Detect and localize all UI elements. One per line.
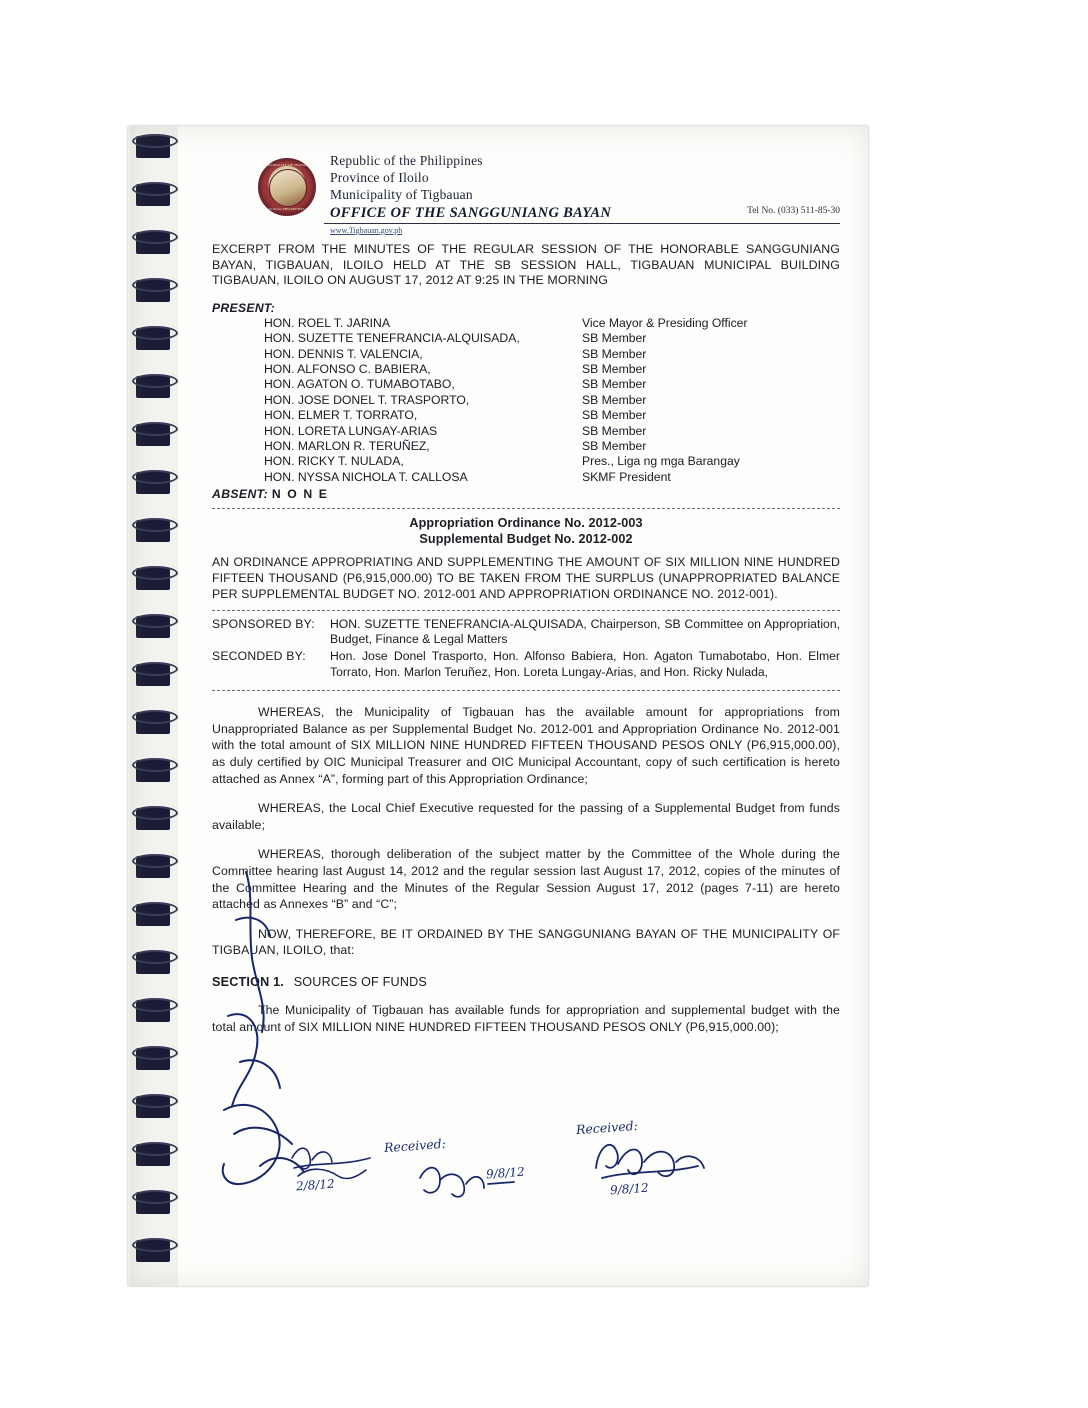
member-role: SB Member (582, 377, 647, 392)
member-name: HON. LORETA LUNGAY-ARIAS (264, 423, 438, 438)
member-name: HON. AGATON O. TUMABOTABO, (264, 377, 455, 392)
member-role: Pres., Liga ng mga Barangay (582, 454, 740, 469)
ordinance-number: Appropriation Ordinance No. 2012-003 (409, 516, 643, 531)
spiral-binding (130, 126, 179, 1286)
roster-row (212, 316, 840, 331)
letterhead-municipality: Municipality of Tigbauan (330, 187, 473, 202)
enactment-clause: NOW, THEREFORE, BE IT ORDAINED BY THE SANGGUNIANG BAYAN OF THE MUNICIPALITY OF TIGBAUAN, ILOILO, that: (212, 926, 840, 958)
document-body (178, 126, 868, 1286)
excerpt-paragraph: EXCERPT FROM THE MINUTES OF THE REGULAR SESSION OF THE HONORABLE SANGGUNIANG BAYAN, TIGBAUAN, ILOILO HELD AT THE SB SESSION HALL, TIGBAUAN MUNICIPAL BUILDING TIGBAUAN, ILOILO ON AUGUST 17, 2012 AT 9:25 IN THE MORNING (212, 242, 840, 288)
member-role: SB Member (582, 439, 647, 454)
member-role: SB Member (582, 408, 647, 423)
attendance-block (212, 301, 840, 501)
seal-bottom-text: ILOILO PHILIPPINES (269, 207, 305, 211)
roster-row (212, 331, 840, 346)
absent-value: N O N E (271, 487, 329, 502)
roster-row (212, 454, 840, 469)
section-1-number: SECTION 1. (212, 974, 284, 989)
municipal-seal-icon (258, 158, 316, 216)
present-label: PRESENT: (212, 300, 276, 315)
handwritten-date-1: 2/8/12 (295, 1176, 336, 1194)
member-name: HON. JOSE DONEL T. TRASPORTO, (264, 392, 470, 407)
member-name: HON. ALFONSO C. BABIERA, (264, 362, 431, 376)
letterhead-divider (324, 223, 840, 224)
handwritten-date-2: 9/8/12 (485, 1164, 526, 1182)
supplemental-budget-number: Supplemental Budget No. 2012-002 (419, 532, 633, 547)
divider-dashed (212, 610, 840, 611)
member-role: Vice Mayor & Presiding Officer (582, 315, 748, 330)
absent-label: ABSENT: (212, 487, 269, 502)
ordinance-title (212, 515, 840, 547)
roster-row (212, 470, 840, 485)
sponsored-by-label: SPONSORED BY: (212, 616, 315, 631)
whereas-clause-1: WHEREAS, the Municipality of Tigbauan has the available amount for appropriations from Unappropriated Balance as per Supplemental Budget No. 2012-001 and Appropriation Ordinance No. 2012-001 with the total amount of SIX MILLION NINE HUNDRED FIFTEEN THOUSAND PESOS ONLY (P6,915,000.00), as duly certified by OIC Municipal Treasurer and OIC Municipal Accountant, copy of such certification is hereto attached as Annex “A”, forming part of this Appropriation Ordinance; (212, 705, 840, 786)
letterhead-telephone: Tel No. (033) 511-85-30 (747, 206, 840, 216)
received-label-2: Received: (575, 1117, 639, 1138)
member-role: SKMF President (582, 469, 671, 484)
member-name: HON. ELMER T. TORRATO, (264, 408, 418, 423)
roster-row (212, 408, 840, 423)
member-name: HON. RICKY T. NULADA, (264, 454, 404, 469)
member-role: SB Member (582, 331, 647, 346)
member-name: HON. SUZETTE TENEFRANCIA-ALQUISADA, (264, 331, 520, 346)
member-name: HON. NYSSA NICHOLA T. CALLOSA (264, 469, 468, 484)
letterhead-office: OFFICE OF THE SANGGUNIANG BAYAN (330, 205, 612, 221)
seconded-by-label: SECONDED BY: (212, 649, 306, 664)
section-1-heading (212, 975, 840, 989)
roster-row (212, 347, 840, 362)
member-name: HON. DENNIS T. VALENCIA, (264, 346, 423, 361)
sponsored-by-value: HON. SUZETTE TENEFRANCIA-ALQUISADA, Chairperson, SB Committee on Appropriation, Budget, Finance & Legal Matters (330, 616, 840, 647)
ordinance-subject: AN ORDINANCE APPROPRIATING AND SUPPLEMENTING THE AMOUNT OF SIX MILLION NINE HUNDRED FIFTEEN THOUSAND (P6,915,000.00) TO BE TAKEN FROM THE SURPLUS (UNAPPROPRIATED BALANCE PER SUPPLEMENTAL BUDGET NO. 2012-001 AND APPROPRIATION ORDINANCE NO. 2012-001). (212, 555, 840, 601)
seal-top-text: MUNICIPALITY OF TIGBAUAN (260, 163, 314, 167)
member-role: SB Member (582, 392, 647, 407)
member-role: SB Member (582, 346, 647, 361)
whereas-clause-3: WHEREAS, thorough deliberation of the subject matter by the Committee of the Whole during the Committee hearing last August 14, 2012 and the regular session last August 17, 2012, copies of the minutes of the Committee Hearing and the Minutes of the Regular Session August 17, 2012 (pages 7-11) are hereto attached as Annexes “B” and “C”; (212, 847, 840, 912)
attendance-roster (212, 316, 840, 485)
member-role: SB Member (582, 423, 647, 438)
letterhead-website-link[interactable]: www.Tigbauan.gov.ph (330, 226, 403, 235)
divider-dashed (212, 508, 840, 509)
handwritten-date-3: 9/8/12 (609, 1180, 650, 1198)
sponsored-by-row (212, 617, 840, 648)
roster-row (212, 393, 840, 408)
section-1-title: SOURCES OF FUNDS (293, 974, 428, 989)
member-name: HON. ROEL T. JARINA (264, 315, 390, 330)
roster-row (212, 377, 840, 392)
roster-row (212, 362, 840, 377)
member-role: SB Member (582, 362, 647, 376)
letterhead-province: Province of Iloilo (330, 170, 429, 185)
seconded-by-row (212, 649, 840, 680)
received-label-1: Received: (383, 1135, 447, 1156)
roster-row (212, 424, 840, 439)
member-name: HON. MARLON R. TERUÑEZ, (264, 439, 430, 454)
section-1-text: The Municipality of Tigbauan has available funds for appropriation and supplemental budget with the total amount of SIX MILLION NINE HUNDRED FIFTEEN THOUSAND PESOS ONLY (P6,915,000.00); (212, 1002, 840, 1034)
divider-dashed (212, 690, 840, 691)
whereas-clause-2: WHEREAS, the Local Chief Executive requested for the passing of a Supplemental Budget from funds available; (212, 801, 840, 832)
seconded-by-value: Hon. Jose Donel Trasporto, Hon. Alfonso Babiera, Hon. Agaton Tumabotabo, Hon. Elmer Torrato, Hon. Marlon Teruñez, Hon. Loreta Lungay-Arias, and Hon. Ricky Nulada, (330, 649, 840, 679)
letterhead-republic: Republic of the Philippines (330, 153, 483, 168)
absent-row (212, 487, 840, 501)
letterhead (212, 150, 840, 236)
roster-row (212, 439, 840, 454)
